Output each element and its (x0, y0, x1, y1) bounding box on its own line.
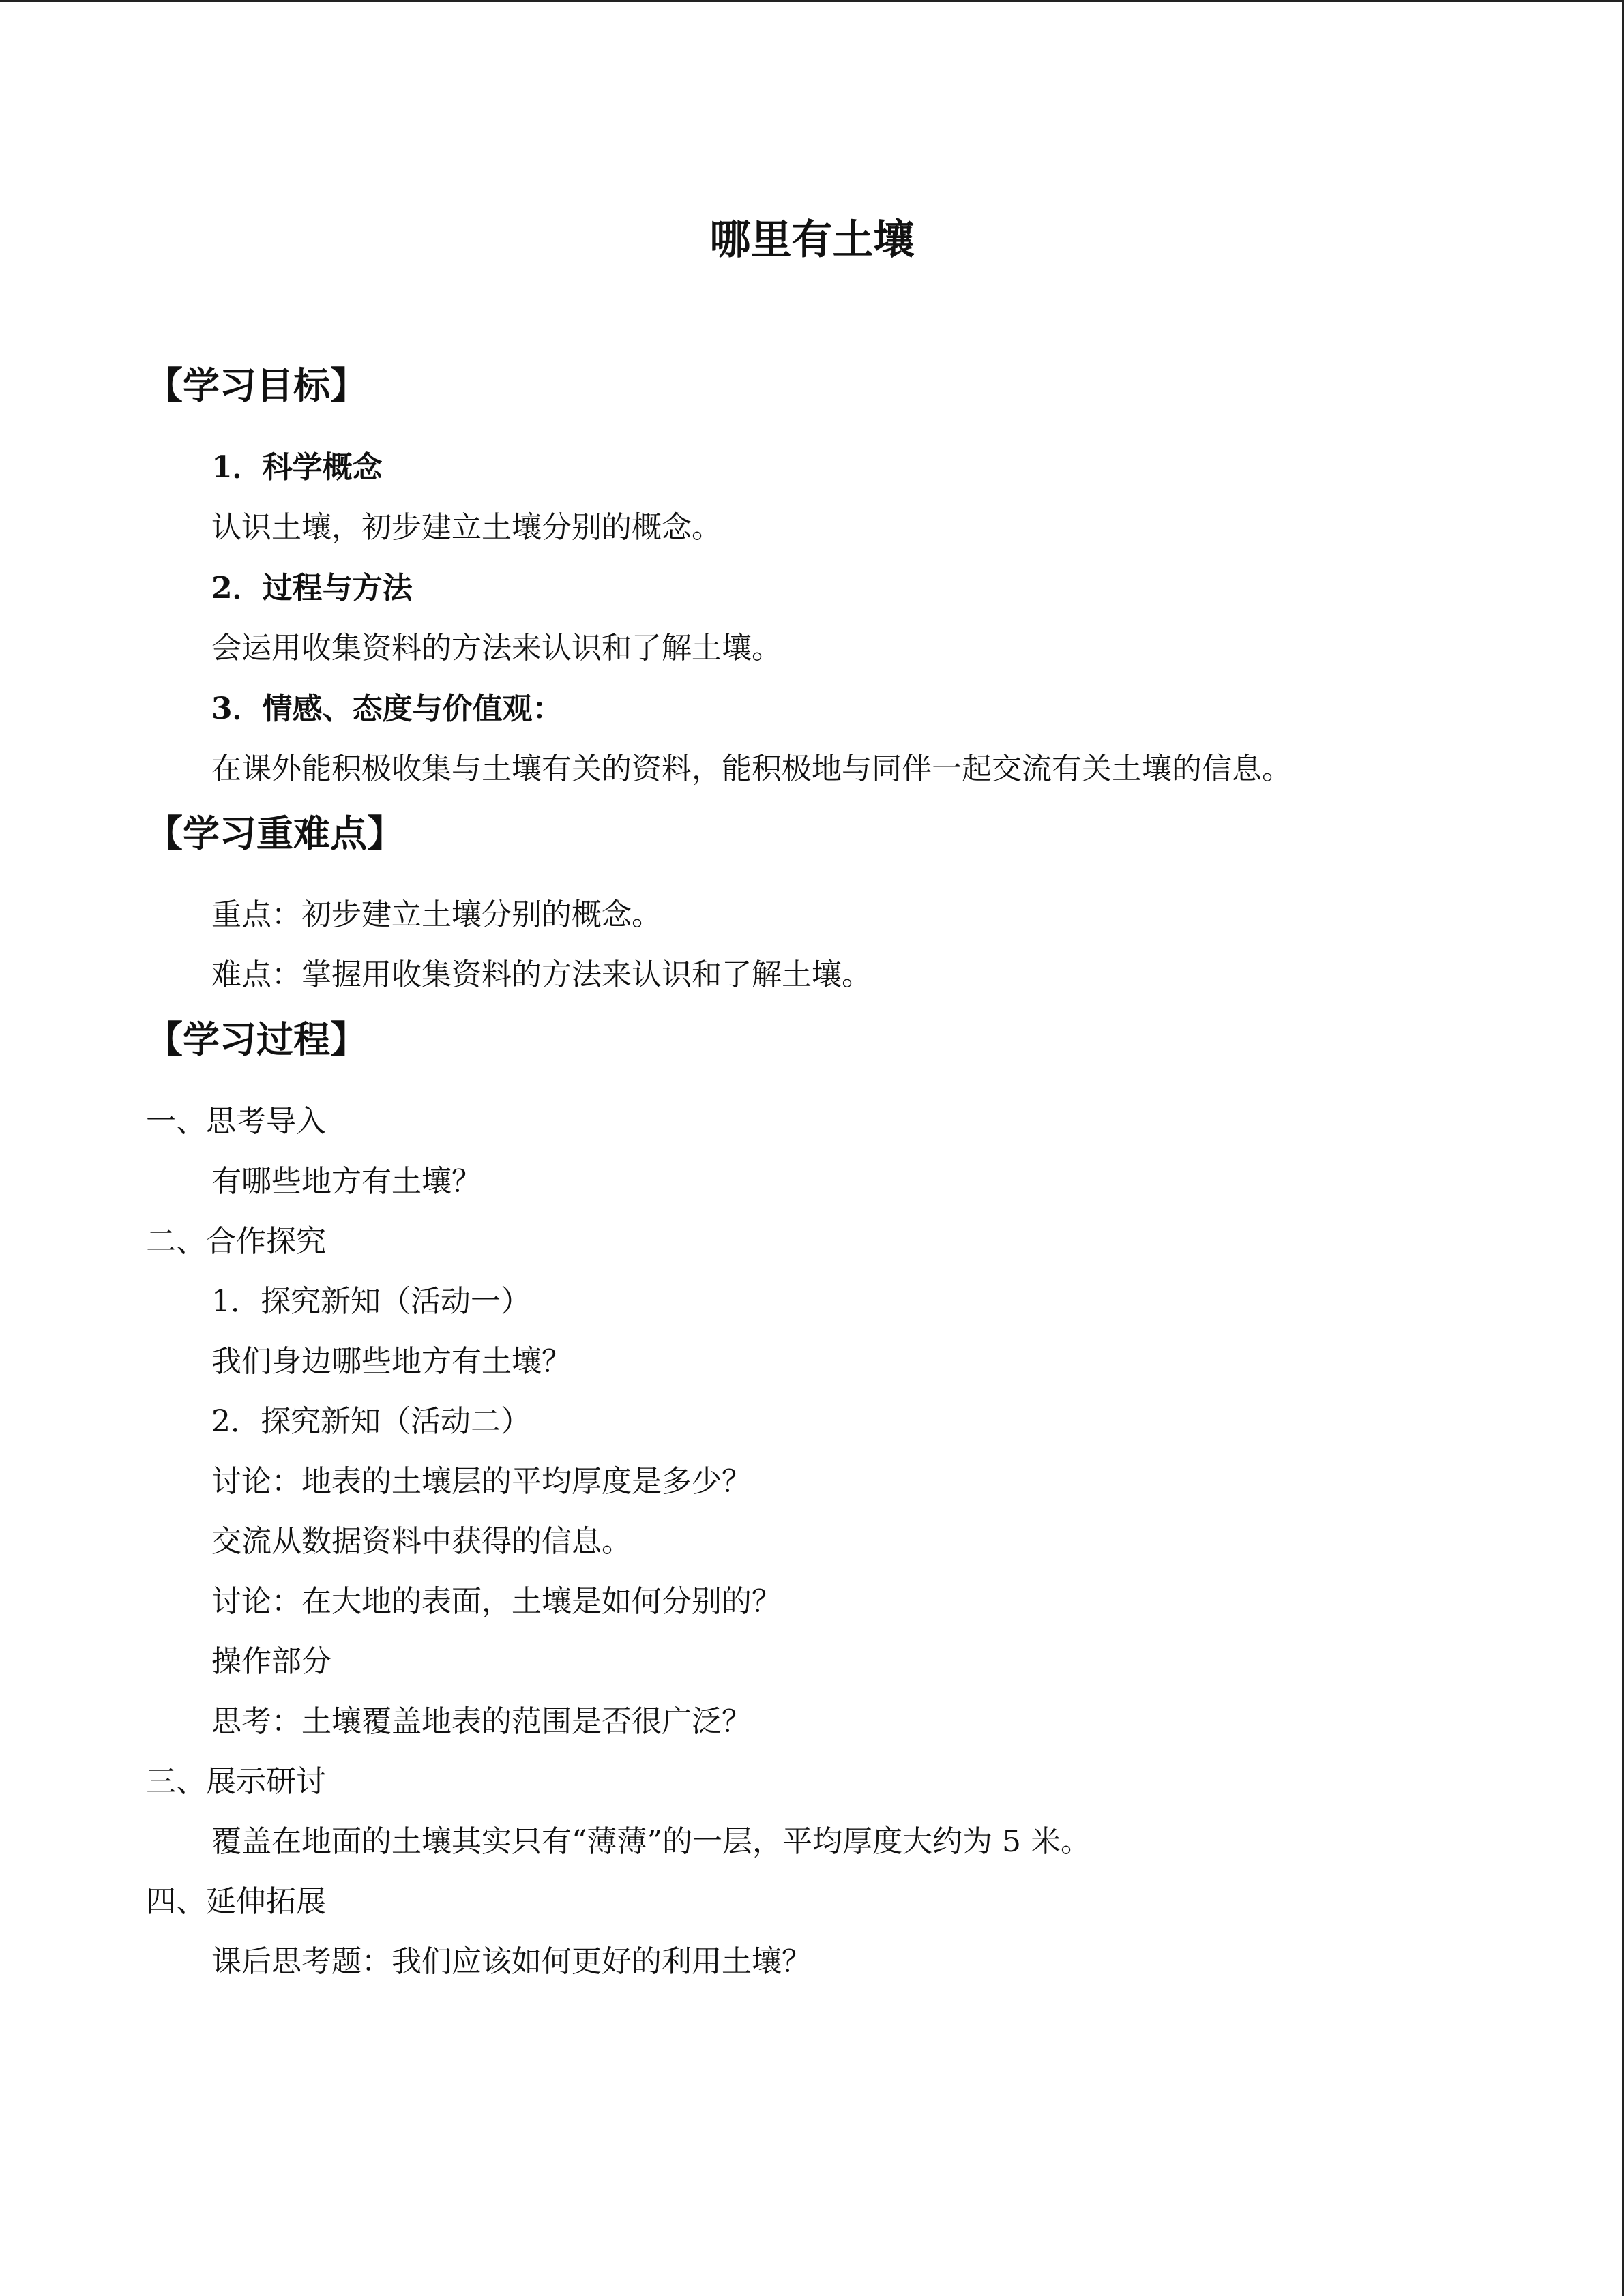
section-2-line: 操作部分 (211, 1644, 331, 1679)
objective-2-text: 会运用收集资料的方法来认识和了解土壤。 (211, 631, 782, 666)
key-point-focus: 重点：初步建立土壤分别的概念。 (211, 897, 662, 932)
section-2-line: 1．探究新知（活动一） (211, 1284, 531, 1319)
section-2-line: 讨论：在大地的表面，土壤是如何分别的？ (211, 1584, 782, 1619)
section-4-line: 课后思考题：我们应该如何更好的利用土壤？ (211, 1944, 812, 1979)
section-2-line: 交流从数据资料中获得的信息。 (211, 1524, 632, 1559)
key-points-heading: 【学习重难点】 (146, 811, 404, 855)
section-1-line: 有哪些地方有土壤？ (211, 1164, 482, 1199)
objective-2-label: 2．过程与方法 (211, 571, 413, 606)
section-2-title: 二、合作探究 (146, 1224, 326, 1259)
process-heading: 【学习过程】 (146, 1017, 367, 1061)
section-3-line: 覆盖在地面的土壤其实只有“薄薄”的一层，平均厚度大约为 5 米。 (211, 1824, 1091, 1859)
page-border-top (0, 0, 1624, 2)
key-point-difficulty: 难点：掌握用收集资料的方法来认识和了解土壤。 (211, 957, 872, 992)
section-2-line: 讨论：地表的土壤层的平均厚度是多少？ (211, 1464, 752, 1499)
objective-3-label: 3．情感、态度与价值观： (211, 691, 563, 726)
section-3-title: 三、展示研讨 (146, 1764, 326, 1799)
objective-1-label: 1．科学概念 (211, 450, 383, 485)
section-4-title: 四、延伸拓展 (146, 1884, 326, 1919)
section-2-line: 思考：土壤覆盖地表的范围是否很广泛？ (211, 1704, 752, 1739)
objective-3-text: 在课外能积极收集与土壤有关的资料，能积极地与同伴一起交流有关土壤的信息。 (211, 751, 1292, 786)
section-2-line: 我们身边哪些地方有土壤？ (211, 1344, 572, 1379)
page-title: 哪里有土壤 (709, 216, 915, 264)
objectives-heading: 【学习目标】 (146, 363, 367, 407)
section-2-line: 2．探究新知（活动二） (211, 1404, 531, 1439)
section-1-title: 一、思考导入 (146, 1104, 326, 1139)
objective-1-text: 认识土壤，初步建立土壤分别的概念。 (211, 510, 722, 545)
